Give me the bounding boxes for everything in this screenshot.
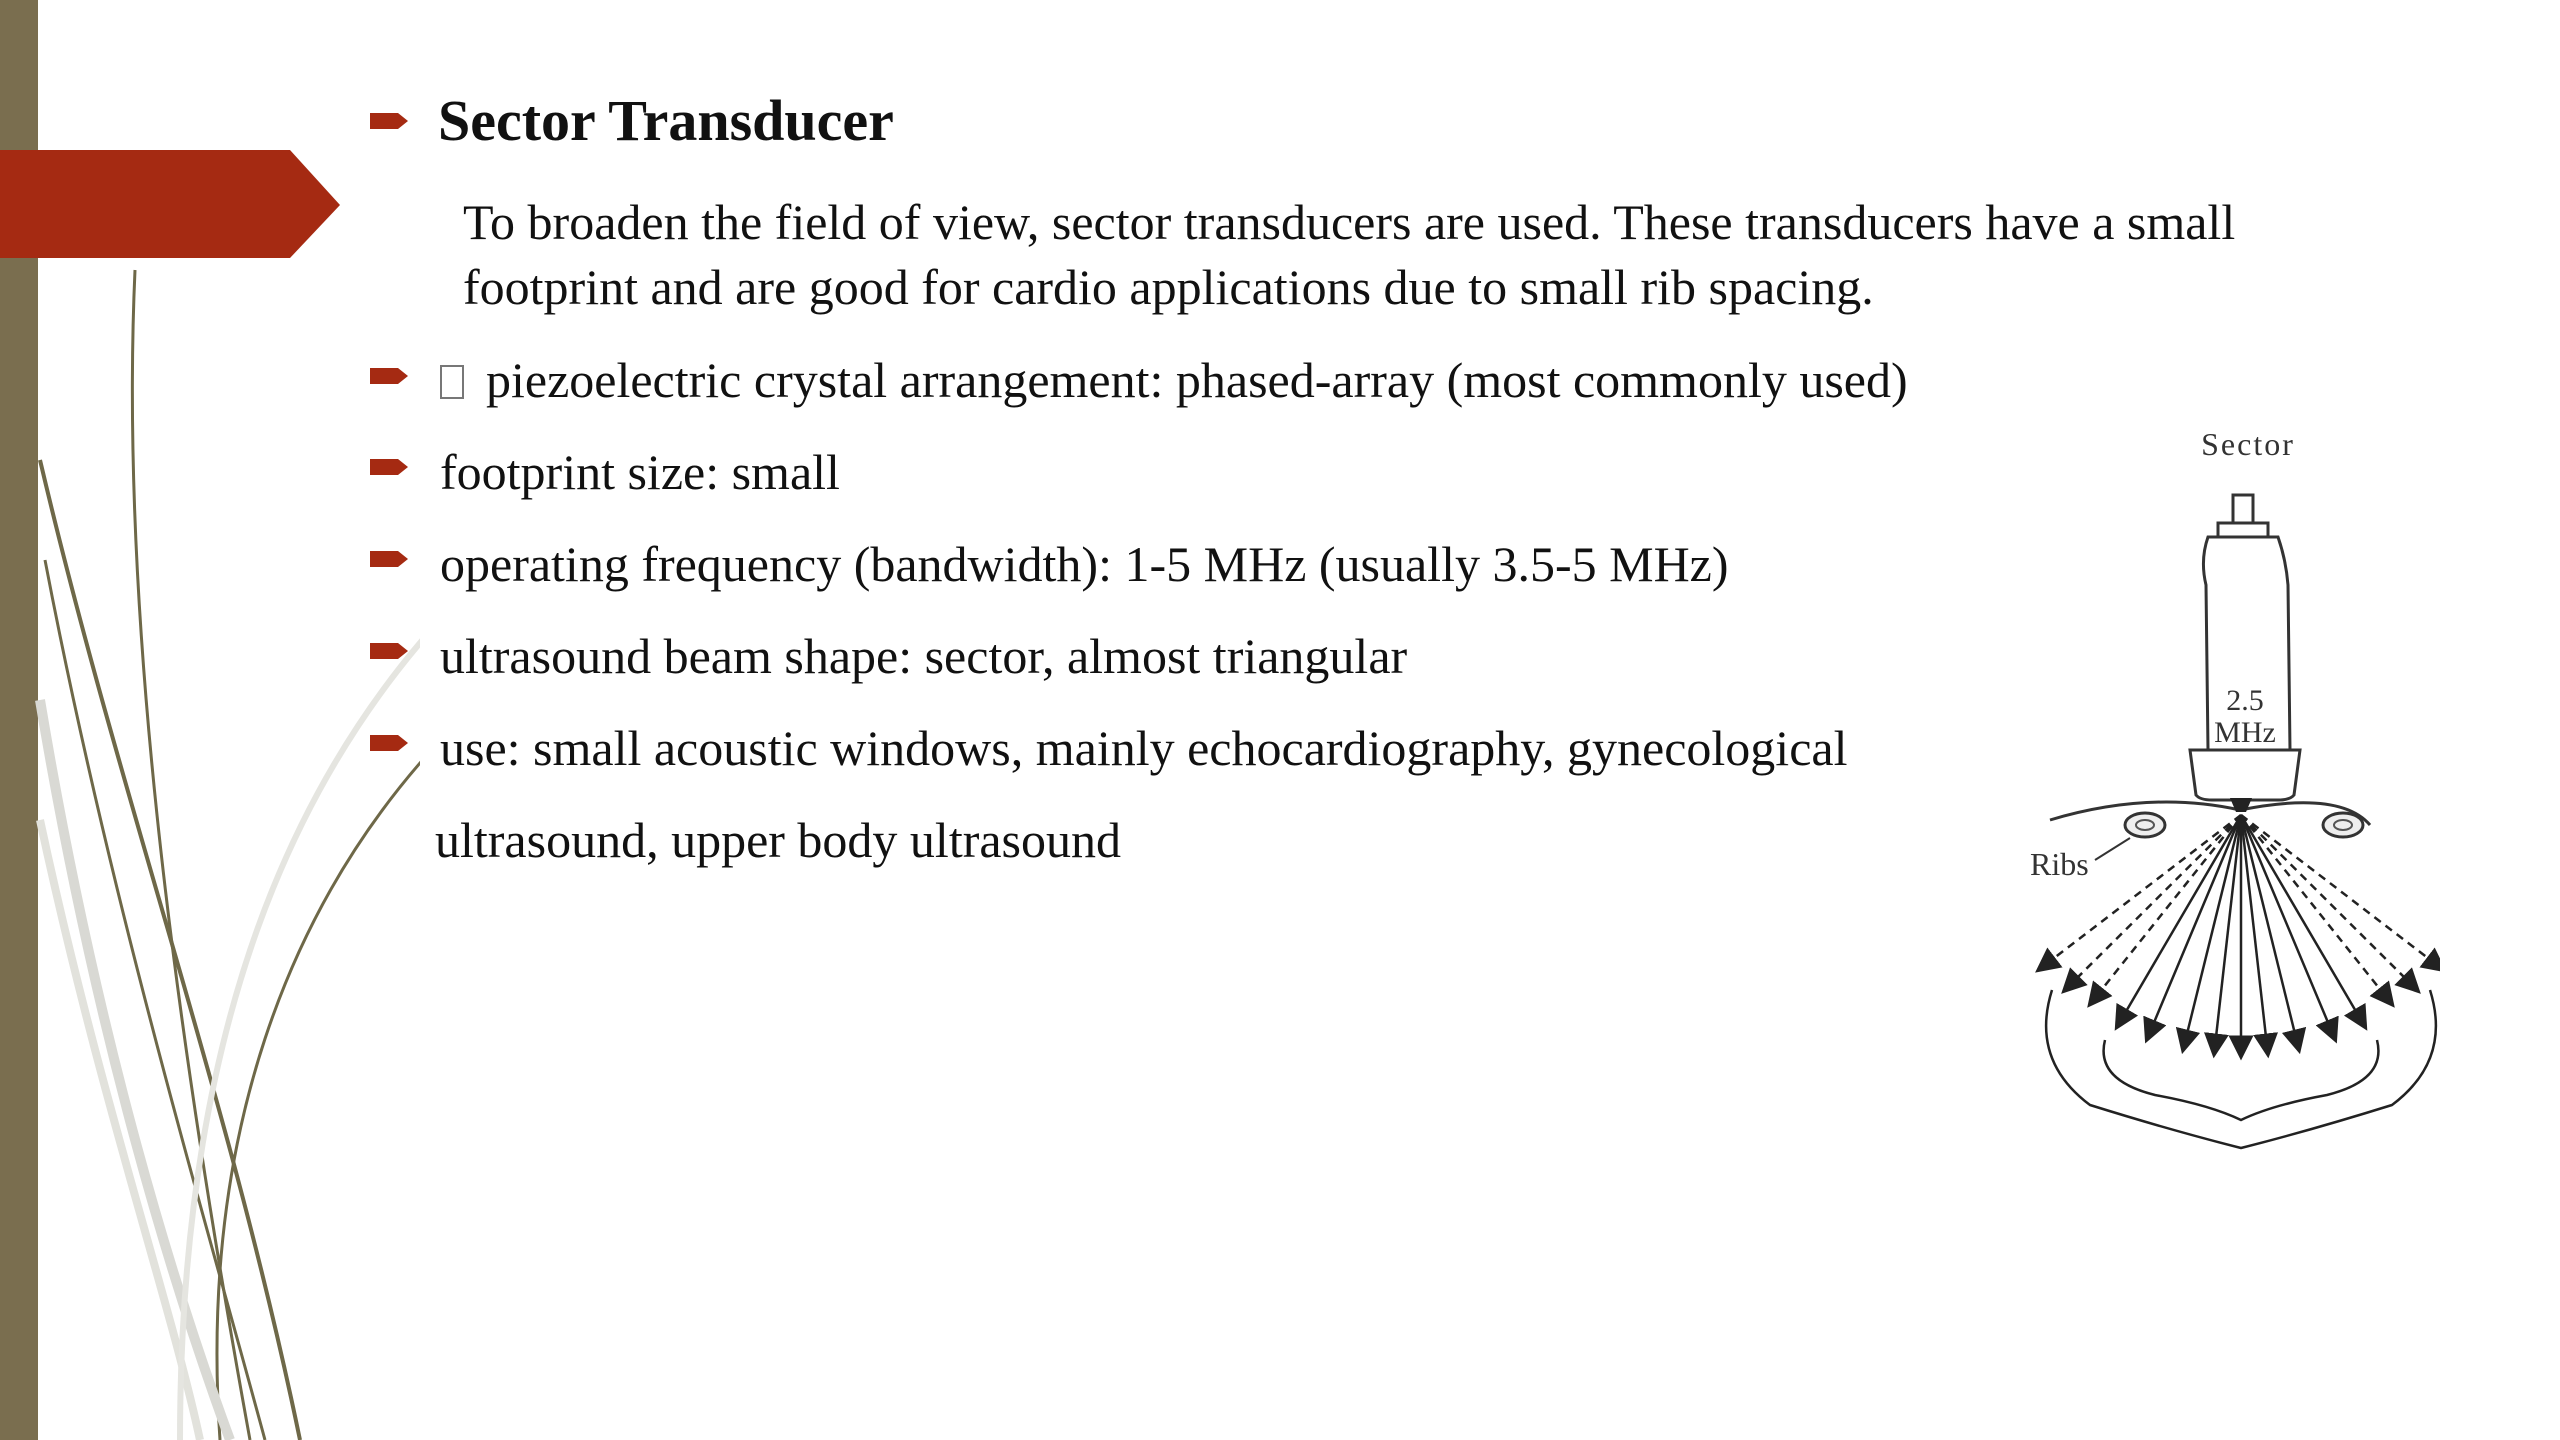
diagram-label-ribs: Ribs [2030,846,2089,882]
bullet-item-footprint: footprint size: small [440,444,840,500]
transducer-connector [2233,495,2253,523]
bullet-icon [370,456,410,478]
bullet-item-beam-shape: ultrasound beam shape: sector, almost triangular [440,628,1408,684]
title-bullet-icon [370,110,410,132]
title-accent-arrow [0,150,345,260]
bullet-icon [370,548,410,570]
bullet-icon [370,640,410,662]
bullet-icon [370,365,410,387]
bullet-icon [370,732,410,754]
rib-right-icon [2323,813,2363,837]
slide-title: Sector Transducer [438,88,894,153]
organ-outline-curve [2104,1040,2379,1120]
bullet-item-use: use: small acoustic windows, mainly echocardiography, gynecological [440,720,1848,776]
rib-left-icon [2125,813,2165,837]
intro-paragraph: To broaden the field of view, sector transducers are used. These transducers have a small footprint and are good for cardio applications due to small rib spacing. [463,194,2236,315]
diagram-frequency-unit: MHz [2214,716,2276,749]
bullet-text: piezoelectric crystal arrangement: phased-array (most commonly used) [486,352,1908,408]
diagram-label-sector: Sector [2201,426,2295,462]
skin-surface-line [2050,802,2370,825]
diagram-frequency-value: 2.5 [2226,684,2264,717]
bullet-item-use-continuation: ultrasound, upper body ultrasound [435,812,1122,868]
sector-transducer-diagram [1990,420,2440,1150]
bullet-item-frequency: operating frequency (bandwidth): 1-5 MHz (usually 3.5-5 MHz) [440,536,1729,592]
ultrasound-beam-lines [2121,815,2361,1048]
bullet-item-crystal [440,352,1908,408]
missing-glyph-box-icon [440,365,464,399]
transducer-head [2190,750,2300,800]
